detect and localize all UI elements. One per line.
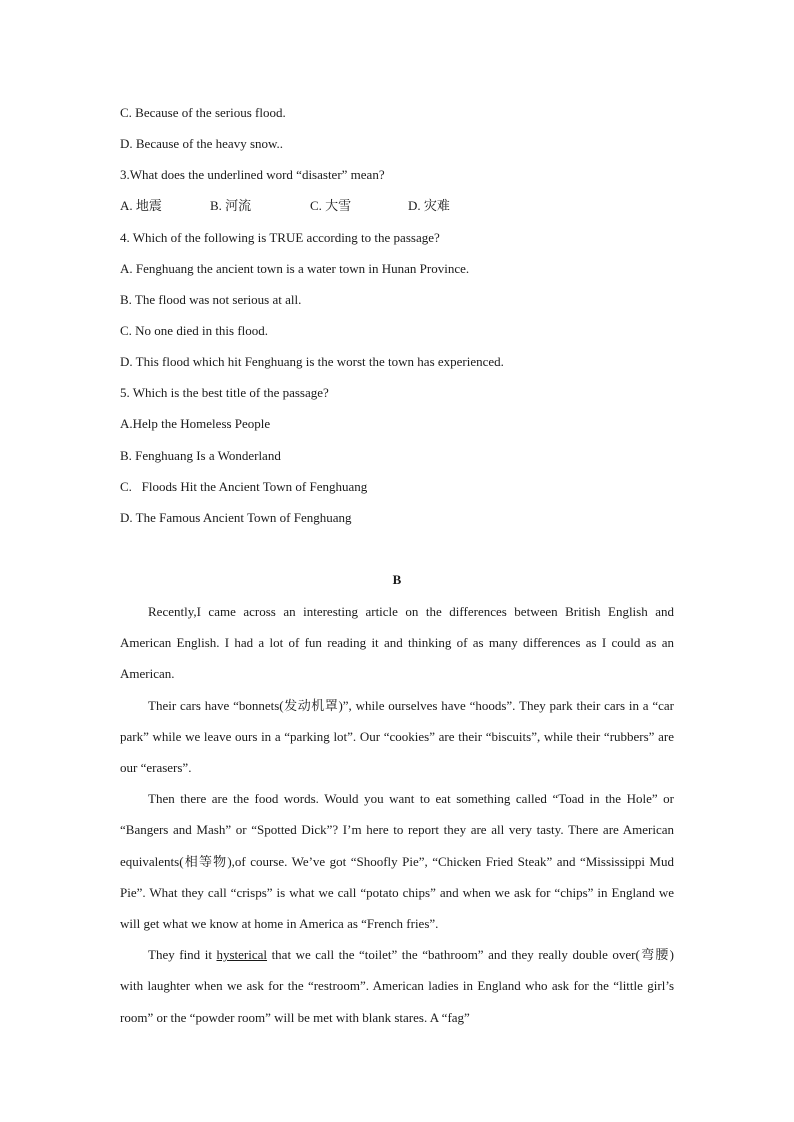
q3-options — [120, 198, 480, 214]
q3-option-d: D. 灾难 — [408, 198, 450, 213]
paragraph-4-rest: that we call the “toilet” the “bathroom” and they really double over(弯腰) with laughter when we ask for the “restroom”. American ladies in England who ask for the “little girl’s room” or the “powder room” will be met with blank stares. A “fag” — [120, 947, 674, 1025]
q5-stem: 5. Which is the best title of the passage? — [120, 385, 329, 400]
q3-option-b: B. 河流 — [210, 198, 252, 213]
q5-option-a: A.Help the Homeless People — [120, 416, 271, 431]
q4-option-b: B. The flood was not serious at all. — [120, 292, 302, 307]
paragraph-1: Recently,I came across an interesting article on the differences between British English and American English. I had a lot of fun reading it and thinking of as many differences as I could as an American. — [120, 604, 674, 682]
paragraph-4 — [120, 939, 674, 1033]
paragraph-2: Their cars have “bonnets(发动机罩)”, while ourselves have “hoods”. They park their cars in a “car park” while we leave ours in a “parking lot”. Our “cookies” are their “biscuits”, while their “rubbers” are our “erasers”. — [120, 697, 674, 776]
section-b-heading: B — [392, 572, 402, 587]
passage-b-body — [120, 596, 674, 1033]
q2-option-d: D. Because of the heavy snow.. — [120, 136, 284, 151]
q4-option-a: A. Fenghuang the ancient town is a water town in Hunan Province. — [120, 261, 470, 276]
paragraph-3: Then there are the food words. Would you want to eat something called “Toad in the Hole” or “Bangers and Mash” or “Spotted Dick”? I’m here to report they are all very tasty. There are American equivalents(相等物),of course. We’ve got “Shoofly Pie”, “Chicken Fried Steak” and “Mississippi Mud Pie”. What they call “crisps” is what we call “potato chips” and when we ask for “chips” in England we will get what we know at home in America as “French fries”. — [120, 791, 674, 932]
q5-option-d: D. The Famous Ancient Town of Fenghuang — [120, 510, 352, 525]
q3-option-c: C. 大雪 — [310, 198, 352, 213]
q5-option-c: C. Floods Hit the Ancient Town of Fenghuang — [120, 479, 368, 494]
paragraph-4-start: They find it — [148, 947, 217, 963]
q2-option-c: C. Because of the serious flood. — [120, 105, 286, 120]
q5-option-b: B. Fenghuang Is a Wonderland — [120, 448, 281, 463]
q4-stem: 4. Which of the following is TRUE according to the passage? — [120, 230, 440, 245]
q4-option-c: C. No one died in this flood. — [120, 323, 269, 338]
q3-stem: 3.What does the underlined word “disaster” mean? — [120, 167, 385, 182]
underlined-word-hysterical: hysterical — [216, 947, 268, 963]
q3-option-a: A. 地震 — [120, 198, 162, 213]
q4-option-d: D. This flood which hit Fenghuang is the worst the town has experienced. — [120, 354, 504, 369]
